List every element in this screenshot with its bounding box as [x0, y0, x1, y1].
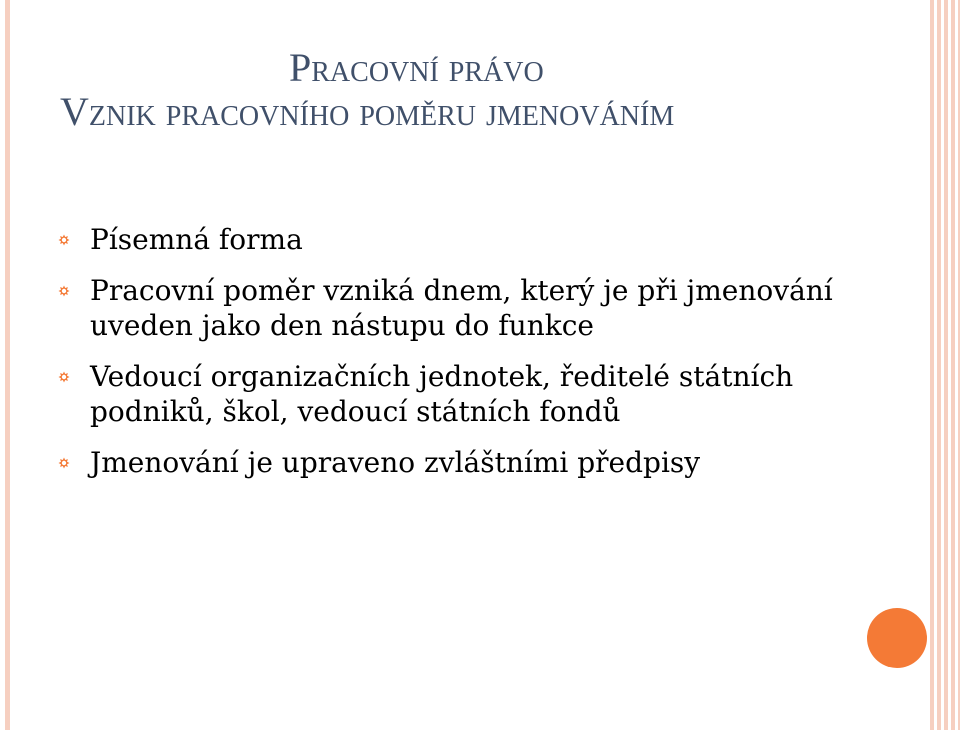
- flower-bullet-icon: [58, 285, 70, 297]
- right-frame-stripes: [930, 0, 960, 730]
- flower-bullet-icon: [58, 457, 70, 469]
- bullet-item: [58, 273, 878, 343]
- bullet-text: Vedoucí organizačních jednotek, ředitelé státních podniků, škol, vedoucí státních fondů: [90, 360, 794, 428]
- bullet-list: [58, 222, 878, 496]
- decorative-circle: [867, 608, 927, 668]
- bullet-item: [58, 445, 878, 480]
- title-line-2: Vznik pracovního poměru jmenováním: [60, 89, 675, 134]
- title-line-1: Pracovní právo: [289, 45, 544, 90]
- left-frame-stripe: [5, 0, 10, 730]
- bullet-text: Pracovní poměr vzniká dnem, který je při jmenování uveden jako den nástupu do funkce: [90, 274, 833, 342]
- flower-bullet-icon: [58, 371, 70, 383]
- bullet-item: [58, 222, 878, 257]
- slide-title: [60, 46, 900, 134]
- bullet-text: Písemná forma: [90, 223, 303, 256]
- bullet-item: [58, 359, 878, 429]
- flower-bullet-icon: [58, 234, 70, 246]
- bullet-text: Jmenování je upraveno zvláštními předpisy: [90, 446, 701, 479]
